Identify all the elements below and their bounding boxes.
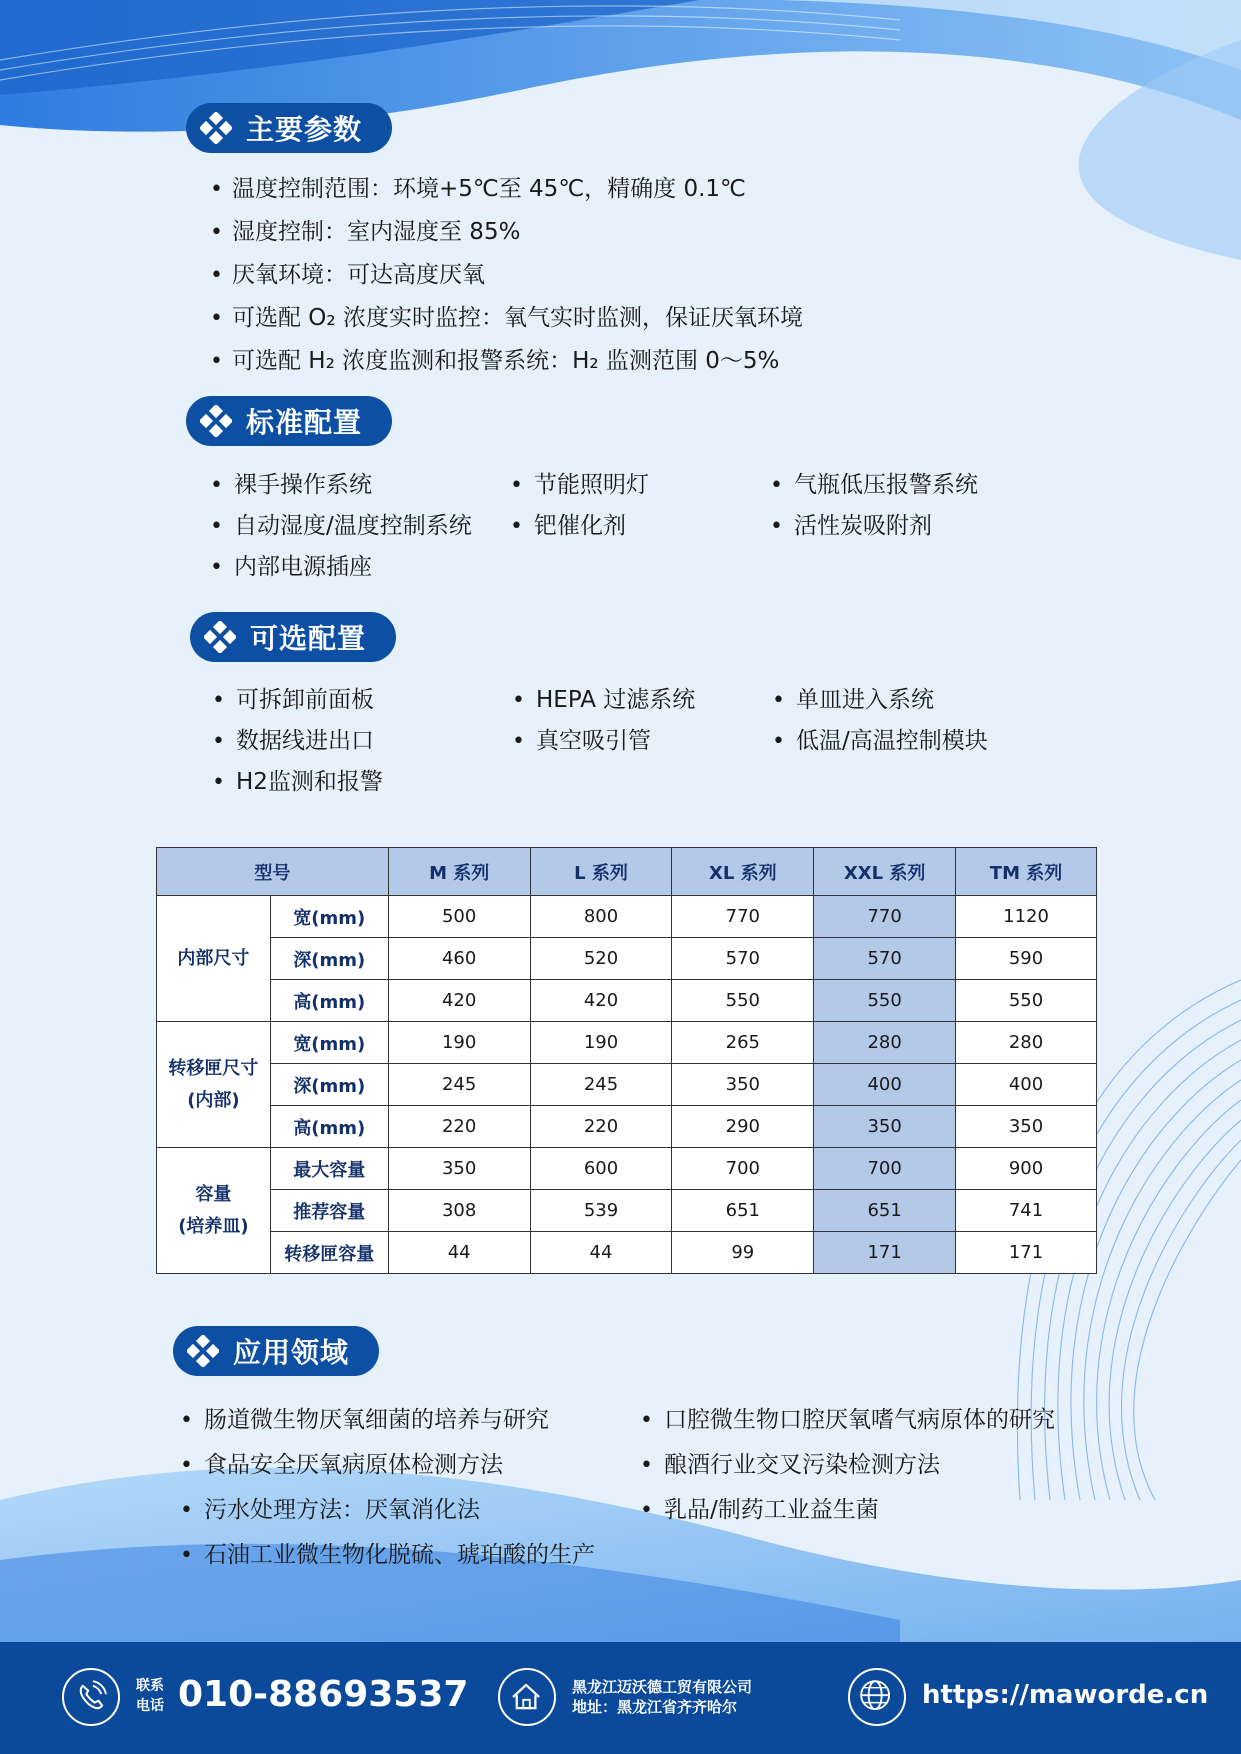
list-item: • 节能照明灯 (510, 465, 770, 506)
list-item: • HEPA 过滤系统 (512, 680, 772, 721)
table-cell: 700 (672, 1148, 814, 1190)
list-item: • 湿度控制：室内湿度至 85% (210, 211, 803, 254)
list-item: • 单皿进入系统 (772, 680, 1072, 721)
list-item: • 乳品/制药工业益生菌 (640, 1488, 1100, 1533)
phone-icon-circle (62, 1668, 120, 1726)
list-item: • 活性炭吸附剂 (770, 506, 1070, 547)
table-cell: 460 (388, 938, 530, 980)
table-cell: 245 (530, 1064, 672, 1106)
row-label: 最大容量 (270, 1148, 388, 1190)
section-title: 应用领域 (233, 1336, 350, 1369)
section-header-params (186, 103, 392, 153)
row-label: 深(mm) (270, 938, 388, 980)
table-cell: 770 (814, 896, 956, 938)
table-cell: 245 (388, 1064, 530, 1106)
list-item: • 低温/高温控制模块 (772, 721, 1072, 762)
list-item: • 气瓶低压报警系统 (770, 465, 1070, 506)
list-item: • 酿酒行业交叉污染检测方法 (640, 1443, 1100, 1488)
table-cell: 590 (956, 938, 1097, 980)
table-header-cell: 型号 (157, 848, 389, 896)
group-label (157, 1148, 271, 1274)
table-header-cell: XL 系列 (672, 848, 814, 896)
table-cell: 44 (530, 1232, 672, 1274)
row-label: 深(mm) (270, 1064, 388, 1106)
table-cell: 400 (814, 1064, 956, 1106)
website-link[interactable]: https://mawordе.cn (922, 1680, 1209, 1710)
row-label: 宽(mm) (270, 1022, 388, 1064)
globe-icon (850, 1670, 904, 1724)
section-header-apps (173, 1326, 379, 1376)
table-cell: 350 (388, 1148, 530, 1190)
phone-icon (64, 1670, 118, 1724)
table-cell: 190 (388, 1022, 530, 1064)
params-list (210, 168, 803, 383)
diamond-cluster-icon (200, 405, 232, 437)
table-cell: 280 (814, 1022, 956, 1064)
company-name: 黑龙江迈沃德工贸有限公司 (572, 1678, 753, 1696)
group-label-line: 容量 (195, 1183, 232, 1205)
table-row (157, 1022, 1097, 1064)
table-cell: 550 (672, 980, 814, 1022)
globe-icon-circle (848, 1668, 906, 1726)
phone-number[interactable]: 010-88693537 (178, 1674, 469, 1715)
list-item: • 裸手操作系统 (210, 465, 510, 506)
section-title: 主要参数 (246, 113, 363, 146)
diamond-cluster-icon (200, 112, 232, 144)
row-label: 高(mm) (270, 1106, 388, 1148)
row-label: 推荐容量 (270, 1190, 388, 1232)
footer (0, 1642, 1241, 1754)
apps-list (180, 1398, 1100, 1578)
standard-list (210, 465, 1070, 588)
diamond-cluster-icon (204, 621, 236, 653)
row-label: 转移匣容量 (270, 1232, 388, 1274)
table-cell: 420 (388, 980, 530, 1022)
table-cell: 308 (388, 1190, 530, 1232)
table-cell: 290 (672, 1106, 814, 1148)
table-header-cell: TM 系列 (956, 848, 1097, 896)
home-icon-circle (498, 1668, 556, 1726)
table-cell: 420 (530, 980, 672, 1022)
table-cell: 741 (956, 1190, 1097, 1232)
group-label-line: 内部尺寸 (177, 947, 250, 969)
table-cell: 220 (530, 1106, 672, 1148)
table-cell: 900 (956, 1148, 1097, 1190)
spec-table (156, 847, 1097, 1274)
section-header-optional (190, 612, 396, 662)
list-item: • 石油工业微生物化脱硫、琥珀酸的生产 (180, 1533, 640, 1578)
list-item: • 钯催化剂 (510, 506, 770, 547)
table-row (157, 1148, 1097, 1190)
table-cell: 171 (956, 1232, 1097, 1274)
table-cell: 350 (956, 1106, 1097, 1148)
table-header-cell: M 系列 (388, 848, 530, 896)
row-label: 高(mm) (270, 980, 388, 1022)
contact-label (136, 1676, 164, 1716)
section-header-standard (186, 396, 392, 446)
list-item: • 可选配 H₂ 浓度监测和报警系统：H₂ 监测范围 0～5% (210, 340, 803, 383)
company-info (572, 1677, 752, 1717)
table-row (157, 1064, 1097, 1106)
table-cell: 520 (530, 938, 672, 980)
group-label (157, 1022, 271, 1148)
table-cell: 265 (672, 1022, 814, 1064)
contact-label-line: 电话 (136, 1698, 164, 1714)
table-cell: 500 (388, 896, 530, 938)
table-cell: 651 (814, 1190, 956, 1232)
table-cell: 539 (530, 1190, 672, 1232)
list-item: • 口腔微生物口腔厌氧嗜气病原体的研究 (640, 1398, 1100, 1443)
list-item: • 可选配 O₂ 浓度实时监控：氧气实时监测，保证厌氧环境 (210, 297, 803, 340)
list-item: • 厌氧环境：可达高度厌氧 (210, 254, 803, 297)
table-cell: 280 (956, 1022, 1097, 1064)
table-row (157, 1190, 1097, 1232)
table-row (157, 980, 1097, 1022)
list-item: • 内部电源插座 (210, 547, 510, 588)
table-cell: 651 (672, 1190, 814, 1232)
table-row (157, 1106, 1097, 1148)
section-title: 标准配置 (246, 406, 363, 439)
list-item: • 数据线进出口 (212, 721, 512, 762)
table-cell: 800 (530, 896, 672, 938)
table-cell: 44 (388, 1232, 530, 1274)
list-item: • 真空吸引管 (512, 721, 772, 762)
table-cell: 770 (672, 896, 814, 938)
home-icon (500, 1670, 554, 1724)
diamond-cluster-icon (187, 1335, 219, 1367)
table-header-row (157, 848, 1097, 896)
table-cell: 570 (672, 938, 814, 980)
table-cell: 99 (672, 1232, 814, 1274)
table-row (157, 938, 1097, 980)
list-item: • 肠道微生物厌氧细菌的培养与研究 (180, 1398, 640, 1443)
table-row (157, 1232, 1097, 1274)
optional-list (212, 680, 1072, 803)
list-item: • 温度控制范围：环境+5℃至 45℃，精确度 0.1℃ (210, 168, 803, 211)
table-cell: 350 (672, 1064, 814, 1106)
table-cell: 350 (814, 1106, 956, 1148)
row-label: 宽(mm) (270, 896, 388, 938)
list-item: • 自动湿度/温度控制系统 (210, 506, 510, 547)
table-cell: 190 (530, 1022, 672, 1064)
section-title: 可选配置 (250, 622, 367, 655)
table-cell: 600 (530, 1148, 672, 1190)
contact-label-line: 联系 (136, 1678, 164, 1694)
table-cell: 550 (814, 980, 956, 1022)
table-cell: 550 (956, 980, 1097, 1022)
table-header-cell: XXL 系列 (814, 848, 956, 896)
company-address: 地址：黑龙江省齐齐哈尔 (572, 1698, 738, 1716)
table-header-cell: L 系列 (530, 848, 672, 896)
table-cell: 171 (814, 1232, 956, 1274)
list-item: • H2监测和报警 (212, 762, 512, 803)
table-cell: 1120 (956, 896, 1097, 938)
table-cell: 220 (388, 1106, 530, 1148)
group-label (157, 896, 271, 1022)
list-item: • 可拆卸前面板 (212, 680, 512, 721)
table-cell: 700 (814, 1148, 956, 1190)
group-label-line: (内部) (187, 1089, 240, 1111)
list-item: • 食品安全厌氧病原体检测方法 (180, 1443, 640, 1488)
group-label-line: 转移匣尺寸 (168, 1057, 259, 1079)
list-item: • 污水处理方法：厌氧消化法 (180, 1488, 640, 1533)
table-cell: 400 (956, 1064, 1097, 1106)
table-row (157, 896, 1097, 938)
table-cell: 570 (814, 938, 956, 980)
group-label-line: (培养皿) (178, 1215, 249, 1237)
